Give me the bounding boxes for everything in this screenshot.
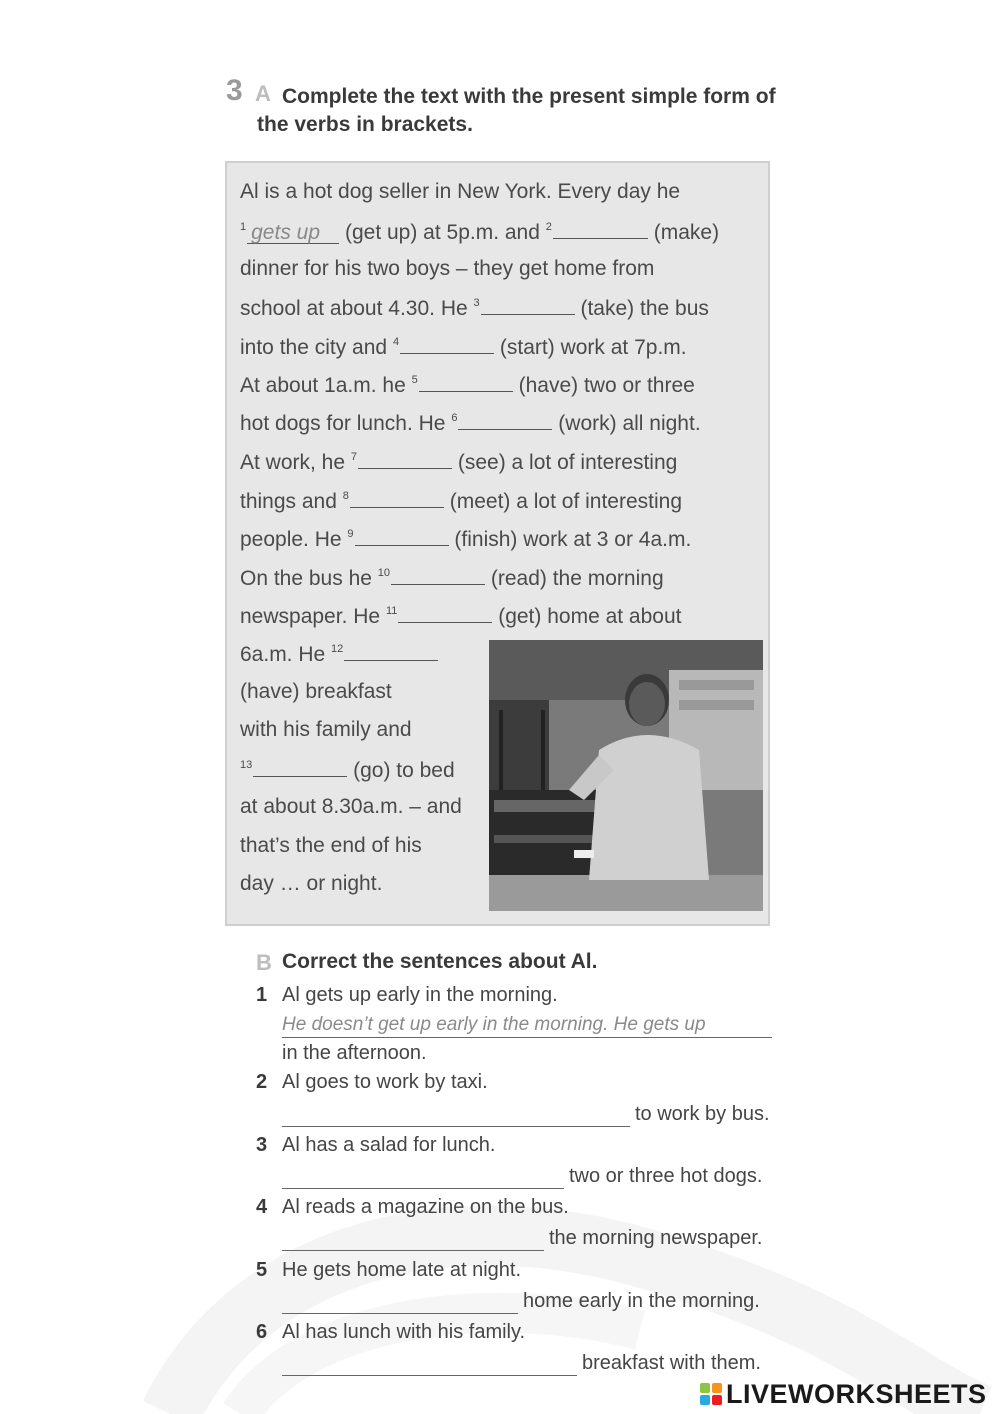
- text-line-3: dinner for his two boys – they get home from: [240, 257, 655, 280]
- blank-3[interactable]: [481, 294, 575, 315]
- blank-9[interactable]: [355, 525, 449, 546]
- blank-4[interactable]: [400, 333, 494, 354]
- blank-6[interactable]: [458, 409, 552, 430]
- question-3: Al has a salad for lunch.: [282, 1134, 496, 1156]
- text-line-1: Al is a hot dog seller in New York. Every day he: [240, 180, 681, 203]
- answer-input-6[interactable]: [282, 1374, 577, 1376]
- answer-input-3[interactable]: [282, 1187, 564, 1189]
- question-2: Al goes to work by taxi.: [282, 1071, 488, 1093]
- answer-ending-4: the morning newspaper.: [549, 1227, 763, 1249]
- exercise-b-title: Correct the sentences about Al.: [282, 950, 598, 973]
- text-line-10: people. He $^9$ (finish) work at 3 or 4a.m.: [240, 525, 691, 553]
- question-number-1: 1: [256, 984, 268, 1006]
- answer-ending-3: two or three hot dogs.: [569, 1165, 763, 1187]
- question-number-5: 5: [256, 1259, 268, 1281]
- text-line-6: At about 1a.m. he $^5$ (have) two or three: [240, 371, 695, 399]
- logo-icon: [700, 1383, 722, 1405]
- text-line-7: hot dogs for lunch. He $^6$ (work) all night.: [240, 409, 701, 437]
- question-number-3: 3: [256, 1134, 268, 1156]
- blank-7[interactable]: [358, 448, 452, 469]
- question-4: Al reads a magazine on the bus.: [282, 1196, 569, 1218]
- text-line-2: $^1$ gets up (get up) at 5p.m. and $^2$ (make): [240, 218, 719, 246]
- answer-ending-2: to work by bus.: [635, 1103, 770, 1125]
- blank-10[interactable]: [391, 564, 485, 585]
- answer-ending-6: breakfast with them.: [582, 1352, 761, 1374]
- blank-5[interactable]: [419, 371, 513, 392]
- exercise-number: 3: [226, 74, 243, 107]
- text-line-15: with his family and: [240, 718, 412, 741]
- blank-8[interactable]: [350, 487, 444, 508]
- text-line-18: that’s the end of his: [240, 834, 422, 857]
- exercise-letter-a: A: [255, 81, 271, 106]
- question-5: He gets home late at night.: [282, 1259, 522, 1281]
- text-line-11: On the bus he $^{10}$ (read) the morning: [240, 564, 664, 592]
- text-line-14: (have) breakfast: [240, 680, 392, 703]
- instruction-line-2: the verbs in brackets.: [257, 113, 473, 136]
- question-number-6: 6: [256, 1321, 268, 1343]
- logo-text: LIVEWORKSHEETS: [726, 1378, 987, 1409]
- text-line-9: things and $^8$ (meet) a lot of interesting: [240, 487, 682, 515]
- text-line-12: newspaper. He $^{11}$ (get) home at about: [240, 602, 681, 630]
- blank-2[interactable]: [553, 218, 648, 239]
- answer-input-5[interactable]: [282, 1312, 518, 1314]
- answer-1-example: gets up: [247, 223, 339, 244]
- text-line-8: At work, he $^7$ (see) a lot of interesting: [240, 448, 677, 476]
- hot-dog-seller-photo: [489, 640, 763, 911]
- blank-12[interactable]: [344, 640, 438, 661]
- answer-input-4[interactable]: [282, 1249, 544, 1251]
- question-1: Al gets up early in the morning.: [282, 984, 558, 1006]
- exercise-instruction: [257, 83, 817, 139]
- blank-11[interactable]: [398, 602, 492, 623]
- answer-ending-5: home early in the morning.: [523, 1290, 760, 1312]
- blank-13[interactable]: [253, 756, 347, 777]
- text-line-17: at about 8.30a.m. – and: [240, 795, 462, 818]
- question-number-4: 4: [256, 1196, 268, 1218]
- question-6: Al has lunch with his family.: [282, 1321, 526, 1343]
- example-answer-continued: in the afternoon.: [282, 1042, 427, 1064]
- text-line-19: day … or night.: [240, 872, 383, 895]
- question-number-2: 2: [256, 1071, 268, 1093]
- text-line-5: into the city and $^4$ (start) work at 7p.m.: [240, 333, 687, 361]
- exercise-letter-b: B: [256, 950, 272, 975]
- answer-line-1: [282, 1036, 772, 1038]
- instruction-line-1: Complete the text with the present simple form of: [282, 85, 776, 108]
- liveworksheets-logo: [700, 1378, 987, 1410]
- text-line-16: $^{13}$ (go) to bed: [240, 756, 455, 784]
- text-line-13: 6a.m. He $^{12}$: [240, 640, 438, 668]
- example-answer: He doesn’t get up early in the morning. He gets up: [282, 1014, 706, 1035]
- answer-input-2[interactable]: [282, 1125, 630, 1127]
- text-line-4: school at about 4.30. He $^3$ (take) the bus: [240, 294, 709, 322]
